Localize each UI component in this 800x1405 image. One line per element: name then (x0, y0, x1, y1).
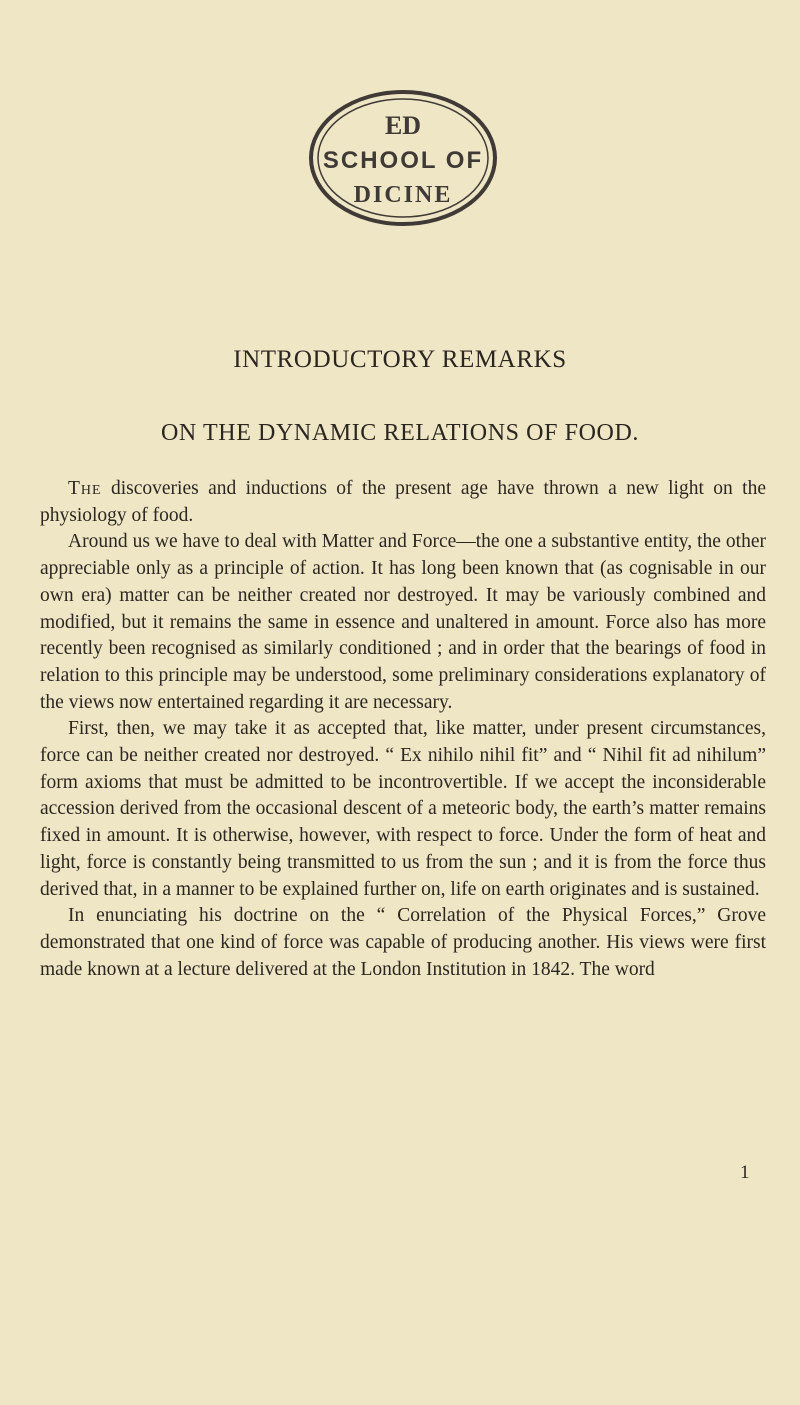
paragraph-lead: The (68, 478, 102, 499)
paragraph (40, 529, 766, 716)
stamp-top-text: ED (384, 111, 422, 140)
body-text (40, 476, 766, 983)
paragraph (40, 903, 766, 983)
paragraph-text: In enunciating his doctrine on the “ Correlation of the Physical Forces,” Grove demonstrated that one kind of force was capable of producing another. His views were first made known at a lecture delivered at the London Institution in 1842. The word (40, 905, 766, 980)
page-number: 1 (740, 1162, 750, 1183)
paragraph (40, 476, 766, 529)
paragraph-text: First, then, we may take it as accepted that, like matter, under present circumstances, force can be neither created nor destroyed. “ Ex nihilo nihil fit” and “ Nihil fit ad nihilum” form axioms that must be admitted to be incontrovertible. If we accept the inconsiderable accession derived from the occasional descent of a meteoric body, the earth’s matter remains fixed in amount. It is otherwise, however, with respect to force. Under the form of heat and light, force is constantly being transmitted to us from the sun ; and it is from the force thus derived that, in a manner to be explained further on, life on earth originates and is sustained. (40, 718, 766, 900)
page-subtitle: ON THE DYNAMIC RELATIONS OF FOOD. (160, 420, 640, 446)
paragraph (40, 716, 766, 903)
library-stamp (304, 84, 502, 232)
paragraph-text: Around us we have to deal with Matter and Force—the one a substantive entity, the other appreciable only as a principle of action. It has long been known that (as cognisable in our own era) matter can be neither created nor destroyed. It may be variously combined and modified, but it remains the same in essence and unaltered in amount. Force also has more recently been recognised as similarly conditioned ; and in order that the bearings of food in relation to this principle may be understood, some preliminary considerations explanatory of the views now entertained regarding it are necessary. (40, 531, 766, 713)
stamp-seal-icon (304, 84, 502, 232)
stamp-middle-text: SCHOOL OF (322, 147, 484, 174)
page-title: INTRODUCTORY REMARKS (233, 346, 567, 373)
paragraph-text: discoveries and inductions of the present age have thrown a new light on the physiology of food. (40, 478, 766, 526)
stamp-bottom-text: DICINE (353, 182, 453, 208)
